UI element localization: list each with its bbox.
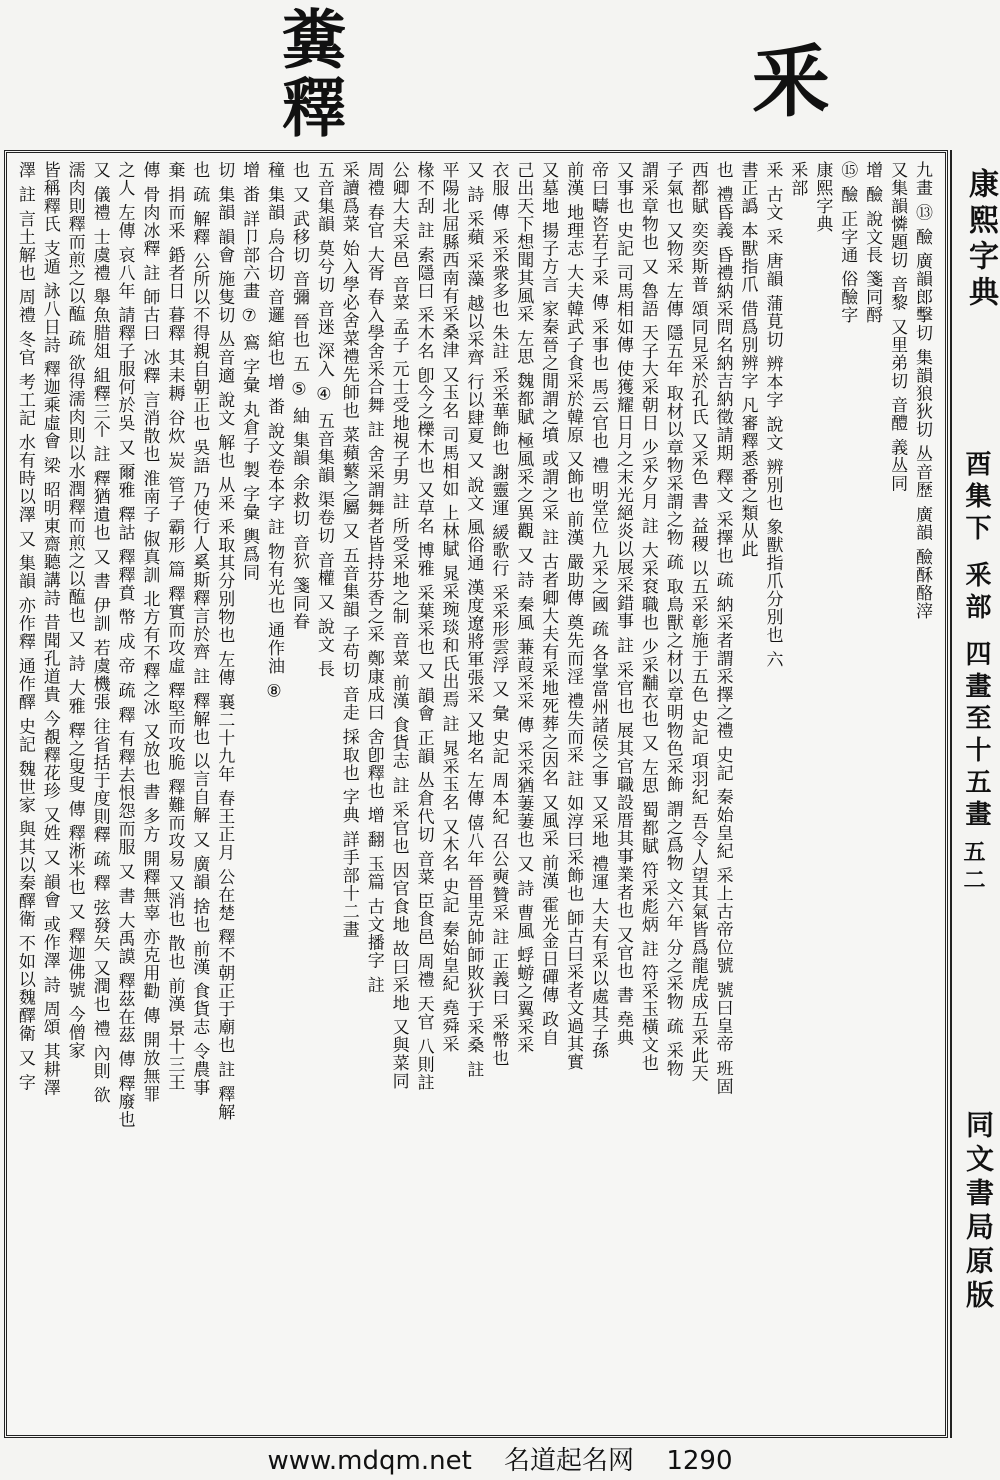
text-column: 切 集韻 韻會 施隻切 丛音適 說文 解也 从釆 釆取其分別物也 左傳 襄二十九年 春王正月 公在楚 釋不朝正于廟也 註 釋解 <box>214 161 235 1122</box>
book-title: 康熙字典 <box>963 168 998 312</box>
text-column: 己出天下想聞其風采 左思 魏都賦 極風采之異觀 又 詩 秦風 蒹葭采采 傳 采采猶萋萋也 又 詩 曹風 蜉蝣之翼采采 <box>513 161 534 1055</box>
text-column: 周禮 春官 大胥 春入學舍采合舞 註 舍采謂舞者皆持芬香之采 鄭康成曰 舍卽釋也 增 翻 玉篇 古文播字 註 <box>363 161 384 994</box>
text-column: 又集韻憐題切 音黎 又里弟切 音醴 義丛同 <box>887 161 908 493</box>
book-margin <box>950 150 1000 1438</box>
text-column: 帝曰疇咨若子采 傳 采事也 馬云官也 禮 明堂位 九采之國 疏 各掌當州諸侯之事 又采地 禮運 大夫有采以處其子孫 <box>588 161 609 1060</box>
text-column: 棄 捐而釆 銽者日 暮釋 其耒耨 谷炊 炭 管子 霸形 篇 釋實而攻虛 釋堅而攻脆 釋難而攻易 又消也 散也 前漢 景十三王 <box>164 161 185 1092</box>
text-column: 謂采章物也 又 魯語 天子大采朝日 少采夕月 註 大采袞職也 少采黼衣也 又 左思 蜀都賦 符采彪炳 註 符采玉橫文也 <box>637 161 658 1073</box>
section-label: 酉集下 釆部 四畫至十五畫 <box>961 450 991 833</box>
text-column: 濡肉則釋而煎之以醢 疏 欲得濡肉則以水潤釋而煎之以醢也 又 詩 大雅 釋之叟叟 傳 釋淅米也 又 釋迦佛號 今僧家 <box>64 161 85 1060</box>
text-column: 采讀爲菜 始入學必舍菜禮先師也 菜蘋蘩之屬 又 五音集韻 子苟切 音走 採取也 字典 詳手部十二畫 <box>338 161 359 939</box>
text-column: 澤 註 言土解也 周禮 冬官 考工記 水有時以澤 又 集韻 亦作釋 通作醳 史記 魏世家 與其以秦醳衛 不如以魏醳衛 又 字 <box>14 161 35 1092</box>
text-column: 衣服 傳 采采衆多也 朱註 采采華飾也 謝靈運 緩歌行 采采形雲浮 又 彙 史記 周本紀 召公奭贊采 註 正義曰 采幣也 <box>488 161 509 1068</box>
text-column: 康熙字典 <box>812 161 833 233</box>
text-column: 書正譌 本獸指爪 借爲別辨字 凡審釋悉番之類从此 <box>737 161 758 559</box>
text-column: 又 詩 采蘋 采藻 越以采齊 行以肆夏 又 說文 風俗通 漢度遼將軍張采 又地名 左傳 僖八年 晉里克帥師敗狄于采桑 註 <box>463 161 484 1079</box>
text-column: 公卿大夫采邑 音菜 孟子 元士受地視子男 註 所受采地之制 音菜 前漢 食貨志 註 采官也 因官食地 故曰采地 又與菜同 <box>388 161 409 1091</box>
text-column: 也 又 武移切 音彌 晉也 五 ⑤ 紬 集韻 余救切 音狖 箋同眷 <box>289 161 309 631</box>
text-column: 平陽北屈縣西南有采桑津 又玉名 司馬相如 上林賦 晁采琬琰和氏出焉 註 晁采玉名 又木名 史記 秦始皇紀 堯舜采 <box>438 161 459 1054</box>
text-column: 前漢 地理志 大夫韓武子食采於韓原 又飾也 前漢 嚴助傳 奠先而淫 禮失而采 註 如淳曰采飾也 師古曰采者文過其實 <box>563 161 584 1072</box>
press-label: 同文書局原版 <box>962 1110 995 1314</box>
seal-header <box>0 0 1000 150</box>
seal-character-left: 糞釋 <box>271 6 346 142</box>
ghost-text <box>200 0 257 40</box>
text-column: 子氣也 又物采 左傳 隱五年 取材以章物采謂之物 疏 取鳥獸之材以章明物色采飾 謂之爲物 文六年 分之采物 疏 采物 <box>662 161 683 1078</box>
seal-character-right: 釆 <box>739 40 830 122</box>
text-column: ⑮ 醶 正字通 俗醶字 <box>837 161 858 325</box>
footer-page-number: 1290 <box>666 1446 733 1476</box>
text-column: 五音集韻 莫兮切 音迷 深入 ④ 五音集韻 渠卷切 音權 又 說文 長 <box>313 161 334 679</box>
text-column: 西都賦 奕奕斯普 頌同見采於孔氏 又采色 書 益稷 以五采彰施于五色 史記 項羽紀 吾令人望其氣皆爲龍虎成五采此天 <box>687 161 708 1083</box>
text-column: 之人 左傳 哀八年 請釋子服何於吳 又 爾雅 釋詁 釋釋賁 幣 成 帝 疏 釋 有釋去恨怨而服 又 書 大禹謨 釋茲在茲 傳 釋廢也 <box>114 161 135 1129</box>
text-column: 又墓地 揚子方言 家秦晉之閒謂之墳 或謂之采 註 古者卿大夫有采地死葬之因名 又風采 前漢 霍光金日磾傳 政自 <box>538 161 559 1047</box>
footer-site-url[interactable]: www.mdqm.net <box>267 1446 472 1476</box>
text-column: 增 醶 說文長 箋同酹 <box>862 161 883 325</box>
text-column: 也 禮昏義 昏禮納采問名納吉納徵請期 釋文 采擇也 疏 納采者謂采擇之禮 史記 秦始皇紀 采上古帝位號 號曰皇帝 班固 <box>712 161 733 1096</box>
text-column: 釆部 <box>787 161 808 197</box>
text-column: 椽不刮 註 索隱曰 采木名 卽今之櫟木也 又草名 博雅 采葉采也 又 韻會 正韻 丛倉代切 音菜 臣食邑 周禮 天官 八則註 <box>413 161 434 1092</box>
margin-page-number: 五二 <box>960 840 986 896</box>
text-column: 皆稱釋氏 支遁 詠八日詩 釋迦乘虛會 梁 昭明東齋聽講詩 昔聞孔道貴 今覩釋花珍 又姓 又 韻會 或作澤 詩 周頌 其耕澤 <box>39 161 60 1097</box>
text-column: 又 儀禮 士虞禮 舉魚腊俎 組釋三个 註 釋猶遺也 又 書 伊訓 若虞機張 往省括于度則釋 疏 釋 弦發矢 又潤也 禮 內則 欲 <box>89 161 110 1105</box>
text-column: 也 疏 解釋 公所以不得親自朝正也 吳語 乃使行人奚斯釋言於齊 註 釋解也 以言自解 又 廣韻 捨也 前漢 食貨志 令農事 <box>189 161 210 1097</box>
text-column: 九畫 ⑬ 醶 廣韻郎擊切 集韻狼狄切 丛音歷 廣韻 醶酥酪滓 <box>912 161 932 620</box>
dictionary-frame <box>4 150 948 1438</box>
text-column: 增 畨 詳卩部六畫 ⑦ 鵉 字彙 丸倉子 製 字彙 輿爲同 <box>239 161 260 582</box>
text-column: 釆 古文 采 唐韻 蒲莧切 辨本字 說文 辨別也 象獸指爪分別也 六 <box>762 161 783 669</box>
text-column: 傳 骨肉冰釋 註 師古曰 冰釋 言消散也 淮南子 俶真訓 北方有不釋之冰 又放也 書 多方 開釋無辜 亦克用勸 傳 開放無罪 <box>139 161 160 1104</box>
text-columns <box>15 161 937 1427</box>
text-column: 又事也 史記 司馬相如傳 使獲耀日月之末光絕炎以展采錯事 註 采官也 展其官職設厝其事業者也 又官也 書 堯典 <box>613 161 633 1047</box>
text-column: 穜 集韻 烏合切 音邏 綰也 增 畨 說文卷本字 註 物有光也 通作油 ⑧ <box>264 161 285 703</box>
footer-site-name: 名道起名网 <box>504 1446 635 1476</box>
footer <box>0 1440 1000 1480</box>
